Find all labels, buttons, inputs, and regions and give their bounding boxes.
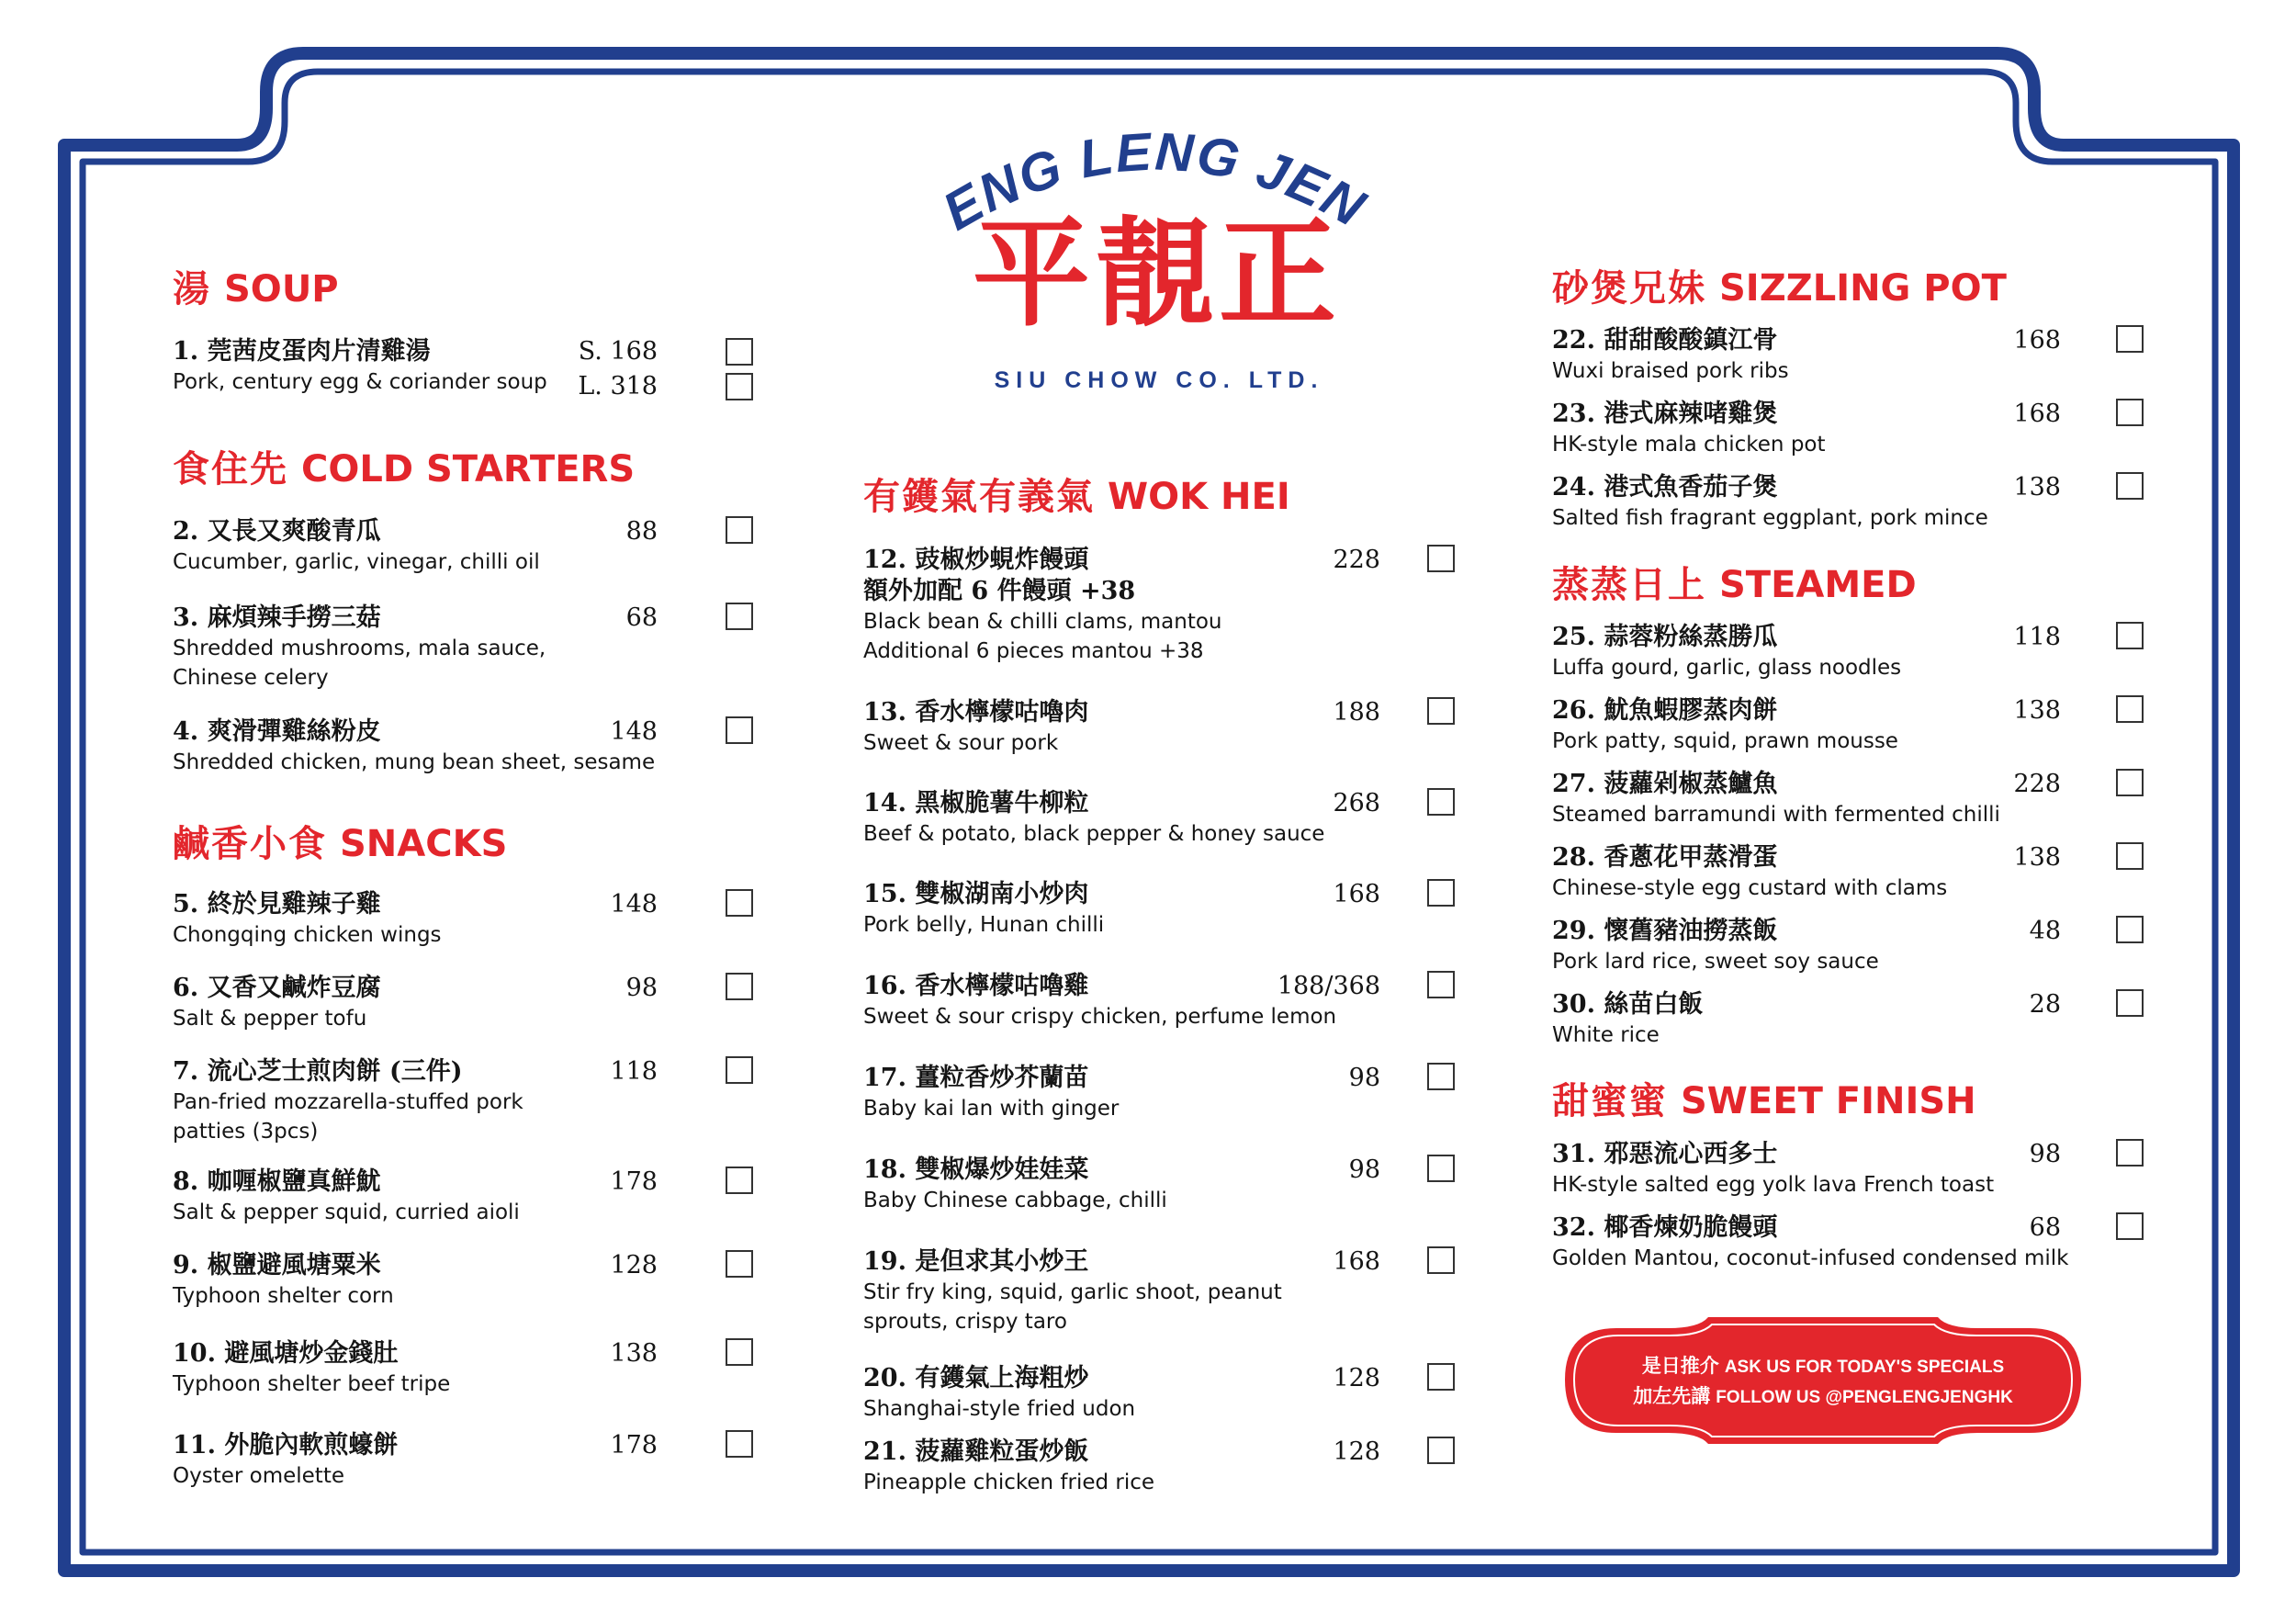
promo-line-1: 是日推介 ASK US FOR TODAY'S SPECIALS: [1641, 1354, 2005, 1377]
order-checkbox[interactable]: [2116, 1212, 2144, 1240]
item-desc: Pork belly, Hunan chilli: [863, 913, 1105, 937]
item-desc: Salted fish fragrant eggplant, pork mince: [1552, 506, 1988, 530]
order-checkbox-large[interactable]: [726, 373, 753, 400]
item-price: 68: [625, 603, 658, 632]
menu-item-20: [863, 1363, 1465, 1424]
item-name: 7. 流心芝士煎肉餅 (三件): [173, 1057, 463, 1086]
order-checkbox[interactable]: [1427, 788, 1455, 816]
item-price: 138: [2013, 843, 2061, 872]
item-name: 30. 絲苗白飯: [1552, 990, 1704, 1019]
item-name: 21. 菠蘿雞粒蛋炒飯: [863, 1437, 1089, 1466]
item-price: 168: [2013, 326, 2061, 355]
section-title-soup: 湯 SOUP: [173, 267, 339, 310]
item-price: 128: [1333, 1437, 1380, 1466]
item-price: 168: [2013, 400, 2061, 428]
item-name: 24. 港式魚香茄子煲: [1552, 473, 1778, 502]
item-name: 1. 莞茜皮蛋肉片清雞湯: [173, 337, 431, 366]
item-name: 29. 懷舊豬油撈蒸飯: [1552, 917, 1778, 945]
item-name: 16. 香水檸檬咕嚕雞: [863, 972, 1089, 1000]
logo-name-en: ENG LENG JEN: [933, 121, 1376, 242]
item-name: 31. 邪惡流心西多士: [1552, 1140, 1778, 1168]
item-price: 28: [2029, 990, 2061, 1019]
item-desc: Black bean & chilli clams, mantou: [863, 610, 1222, 634]
item-desc: Shredded mushrooms, mala sauce, Chinese celery: [173, 637, 546, 690]
item-price: 88: [625, 517, 658, 546]
order-checkbox[interactable]: [2116, 399, 2144, 426]
item-desc: Luffa gourd, garlic, glass noodles: [1552, 656, 1902, 680]
order-checkbox[interactable]: [2116, 916, 2144, 943]
brand-logo: [918, 110, 1396, 404]
menu-item-11: [173, 1430, 760, 1491]
item-name: 28. 香蔥花甲蒸滑蛋: [1552, 843, 1778, 872]
item-price-small: S. 168: [578, 337, 658, 366]
menu-item-28: [1552, 842, 2149, 903]
item-price: 128: [1333, 1364, 1380, 1392]
order-checkbox[interactable]: [726, 1056, 753, 1084]
item-desc: Wuxi braised pork ribs: [1552, 359, 1789, 383]
section-title-snacks: 鹹香小食 SNACKS: [173, 822, 508, 865]
order-checkbox[interactable]: [1427, 1063, 1455, 1090]
item-desc: Pineapple chicken fried rice: [863, 1471, 1155, 1494]
item-desc: Pork patty, squid, prawn mousse: [1552, 729, 1898, 753]
order-checkbox[interactable]: [2116, 1139, 2144, 1167]
item-desc: Oyster omelette: [173, 1464, 344, 1488]
item-name: 11. 外脆內軟煎蠔餅: [173, 1431, 399, 1460]
item-price: 98: [1348, 1064, 1380, 1092]
menu-item-23: [1552, 399, 2149, 459]
item-price: 48: [2029, 917, 2061, 945]
item-price: 138: [2013, 473, 2061, 502]
order-checkbox[interactable]: [1427, 1363, 1455, 1391]
menu-item-25: [1552, 622, 2149, 682]
item-name: 20. 有鑊氣上海粗炒: [863, 1364, 1089, 1392]
item-desc: Steamed barramundi with fermented chilli: [1552, 803, 2000, 827]
menu-item-29: [1552, 916, 2149, 976]
order-checkbox[interactable]: [726, 603, 753, 630]
item-desc: HK-style salted egg yolk lava French toast: [1552, 1173, 1995, 1197]
item-name: 2. 又長又爽酸青瓜: [173, 517, 381, 546]
item-desc: Shanghai-style fried udon: [863, 1397, 1136, 1421]
item-desc: Pork, century egg & coriander soup: [173, 370, 547, 394]
item-price: 68: [2029, 1213, 2061, 1242]
logo-tagline: SIU CHOW CO. LTD.: [994, 367, 1324, 393]
item-price: 178: [610, 1167, 658, 1196]
menu-item-10: [173, 1338, 760, 1399]
menu-item-6: [173, 973, 760, 1033]
item-name: 14. 黑椒脆薯牛柳粒: [863, 789, 1089, 817]
menu-item-17: [863, 1063, 1465, 1123]
item-name: 13. 香水檸檬咕嚕肉: [863, 698, 1089, 727]
item-desc: Beef & potato, black pepper & honey sauce: [863, 822, 1325, 846]
item-price: 168: [1333, 1247, 1380, 1276]
item-name: 6. 又香又鹹炸豆腐: [173, 974, 381, 1002]
item-price: 188/368: [1277, 972, 1380, 1000]
item-desc: Typhoon shelter beef tripe: [173, 1372, 451, 1396]
item-name: 17. 薑粒香炒芥蘭苗: [863, 1064, 1089, 1092]
order-checkbox[interactable]: [2116, 325, 2144, 353]
menu-item-2: [173, 516, 760, 577]
item-price: 118: [2013, 623, 2061, 651]
item-desc: HK-style mala chicken pot: [1552, 433, 1826, 456]
order-checkbox[interactable]: [726, 889, 753, 917]
item-desc: Sweet & sour pork: [863, 731, 1059, 755]
item-price: 268: [1333, 789, 1380, 817]
menu-item-13: [863, 697, 1465, 758]
menu-item-1: [173, 336, 760, 400]
item-price-large: L. 318: [578, 372, 658, 400]
item-price: 228: [2013, 770, 2061, 798]
item-name: 27. 菠蘿剁椒蒸鱸魚: [1552, 770, 1778, 798]
order-checkbox[interactable]: [1427, 545, 1455, 572]
item-name: 25. 蒜蓉粉絲蒸勝瓜: [1552, 623, 1778, 651]
menu-item-7: [173, 1056, 760, 1146]
order-checkbox[interactable]: [1427, 1155, 1455, 1182]
menu-item-31: [1552, 1139, 2149, 1200]
item-desc: Salt & pepper squid, curried aioli: [173, 1200, 520, 1224]
menu-item-26: [1552, 695, 2149, 756]
menu-item-32: [1552, 1212, 2149, 1273]
logo-name-zh: 平靚正: [972, 205, 1343, 343]
item-price: 148: [610, 717, 658, 746]
order-checkbox[interactable]: [1427, 1246, 1455, 1274]
item-price: 148: [610, 890, 658, 919]
menu-item-18: [863, 1155, 1465, 1215]
item-name: 9. 椒鹽避風塘粟米: [173, 1251, 381, 1279]
order-checkbox[interactable]: [1427, 1437, 1455, 1464]
order-checkbox[interactable]: [726, 1250, 753, 1278]
section-title-sweet-finish: 甜蜜蜜 SWEET FINISH: [1552, 1079, 1976, 1122]
item-extra-option: 額外加配 6 件饅頭 +38: [863, 577, 1136, 605]
order-checkbox[interactable]: [1427, 697, 1455, 725]
item-desc: Stir fry king, squid, garlic shoot, peanut sprouts, crispy taro: [863, 1280, 1282, 1334]
menu-item-3: [173, 603, 760, 693]
menu-item-21: [863, 1437, 1465, 1497]
order-checkbox[interactable]: [1427, 971, 1455, 998]
item-name: 10. 避風塘炒金錢肚: [173, 1339, 399, 1368]
item-name: 26. 魷魚蝦膠蒸肉餅: [1552, 696, 1778, 725]
item-desc: Cucumber, garlic, vinegar, chilli oil: [173, 550, 540, 574]
item-price: 138: [610, 1339, 658, 1368]
item-name: 12. 豉椒炒蜆炸饅頭: [863, 546, 1089, 574]
item-name: 18. 雙椒爆炒娃娃菜: [863, 1155, 1089, 1184]
section-title-sizzling-pot: 砂煲兄妹 SIZZLING POT: [1552, 266, 2007, 310]
item-price: 118: [610, 1057, 658, 1086]
order-checkbox[interactable]: [2116, 622, 2144, 649]
order-checkbox[interactable]: [2116, 695, 2144, 723]
section-title-wok-hei: 有鑊氣有義氣 WOK HEI: [863, 475, 1290, 518]
order-checkbox[interactable]: [726, 1167, 753, 1194]
item-price: 168: [1333, 880, 1380, 908]
menu-item-4: [173, 716, 760, 777]
item-desc: White rice: [1552, 1023, 1660, 1047]
menu-item-12: [863, 545, 1465, 666]
order-checkbox[interactable]: [726, 973, 753, 1000]
item-name: 5. 終於見雞辣子雞: [173, 890, 381, 919]
item-desc: Chongqing chicken wings: [173, 923, 442, 947]
menu-item-30: [1552, 989, 2149, 1050]
item-desc: Sweet & sour crispy chicken, perfume lemon: [863, 1005, 1337, 1029]
item-name: 32. 椰香煉奶脆饅頭: [1552, 1213, 1778, 1242]
menu-item-24: [1552, 472, 2149, 533]
order-checkbox[interactable]: [2116, 472, 2144, 500]
item-price: 98: [625, 974, 658, 1002]
item-name: 8. 咖喱椒鹽真鮮魷: [173, 1167, 381, 1196]
order-checkbox[interactable]: [1427, 879, 1455, 907]
item-price: 98: [2029, 1140, 2061, 1168]
item-price: 138: [2013, 696, 2061, 725]
item-desc: Shredded chicken, mung bean sheet, sesame: [173, 750, 656, 774]
menu-item-14: [863, 788, 1465, 849]
menu-item-15: [863, 879, 1465, 940]
order-checkbox-small[interactable]: [726, 338, 753, 366]
item-price: 128: [610, 1251, 658, 1279]
item-name: 19. 是但求其小炒王: [863, 1247, 1089, 1276]
order-checkbox[interactable]: [726, 516, 753, 544]
item-price: 98: [1348, 1155, 1380, 1184]
item-name: 22. 甜甜酸酸鎮江骨: [1552, 326, 1778, 355]
item-desc: Typhoon shelter corn: [173, 1284, 394, 1308]
order-checkbox[interactable]: [726, 716, 753, 744]
section-title-steamed: 蒸蒸日上 STEAMED: [1552, 563, 1917, 606]
item-name: 15. 雙椒湖南小炒肉: [863, 880, 1089, 908]
order-checkbox[interactable]: [2116, 842, 2144, 870]
item-desc: Chinese-style egg custard with clams: [1552, 876, 1948, 900]
order-checkbox[interactable]: [726, 1430, 753, 1458]
item-price: 228: [1333, 546, 1380, 574]
item-desc: Salt & pepper tofu: [173, 1007, 367, 1031]
menu-item-27: [1552, 769, 2149, 829]
item-desc: Golden Mantou, coconut-infused condensed milk: [1552, 1246, 2069, 1270]
menu-item-22: [1552, 325, 2149, 386]
menu-item-9: [173, 1250, 760, 1311]
item-extra-desc: Additional 6 pieces mantou +38: [863, 639, 1204, 663]
item-name: 23. 港式麻辣啫雞煲: [1552, 400, 1778, 428]
order-checkbox[interactable]: [726, 1338, 753, 1366]
promo-line-2: 加左先講 FOLLOW US @PENGLENGJENGHK: [1633, 1384, 2013, 1407]
item-price: 178: [610, 1431, 658, 1460]
menu-item-5: [173, 889, 760, 950]
item-desc: Baby kai lan with ginger: [863, 1097, 1120, 1121]
item-desc: Pan-fried mozzarella-stuffed pork patties (3pcs): [173, 1090, 523, 1144]
order-checkbox[interactable]: [2116, 769, 2144, 796]
item-name: 4. 爽滑彈雞絲粉皮: [173, 717, 381, 746]
order-checkbox[interactable]: [2116, 989, 2144, 1017]
item-price: 188: [1333, 698, 1380, 727]
item-desc: Baby Chinese cabbage, chilli: [863, 1189, 1167, 1212]
item-desc: Pork lard rice, sweet soy sauce: [1552, 950, 1879, 974]
menu-item-19: [863, 1246, 1465, 1336]
section-title-cold-starters: 食住先 COLD STARTERS: [173, 447, 636, 490]
menu-item-8: [173, 1167, 760, 1227]
promo-badge: [1561, 1315, 2085, 1446]
item-name: 3. 麻煩辣手撈三菇: [173, 603, 381, 632]
menu-item-16: [863, 971, 1465, 1031]
